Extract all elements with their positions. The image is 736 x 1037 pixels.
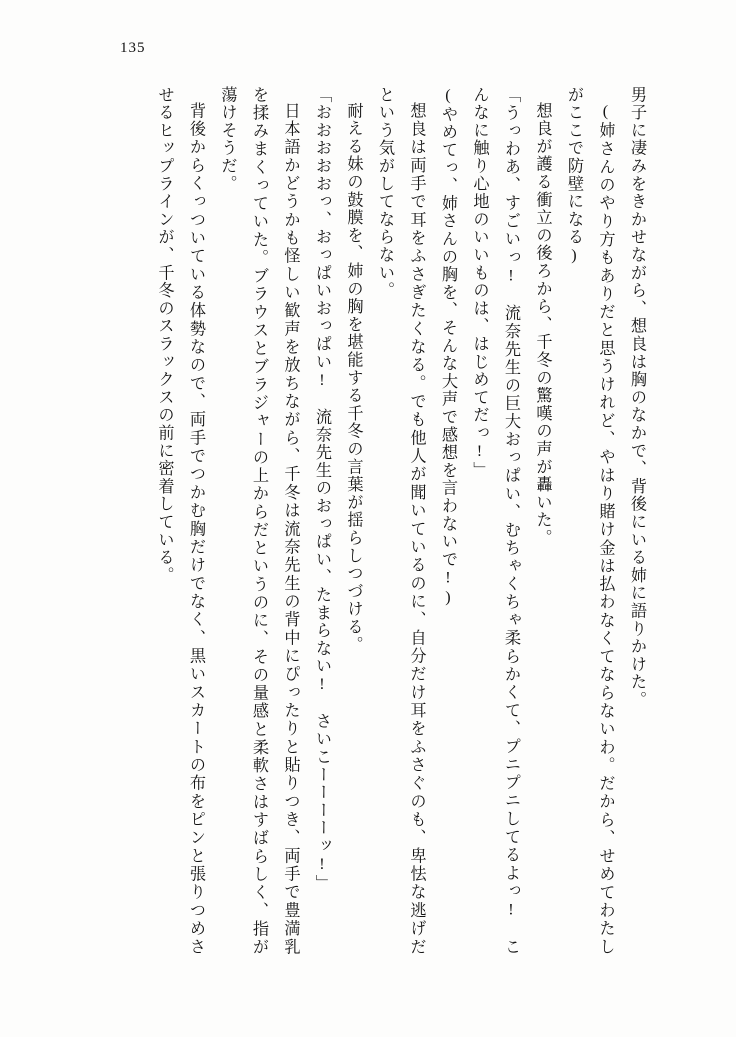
paragraph: 背後からくっついている体勢なので、両手でつかむ胸だけでなく、黒いスカートの布をピンと張りつめさせるヒップラインが、千冬のスラックスの前に密着している。 — [155, 86, 205, 956]
page-number: 135 — [120, 40, 146, 56]
paragraph: 耐える妹の鼓膜を、姉の胸を堪能する千冬の言葉が揺らしつづける。 — [344, 102, 363, 654]
paragraph: 想良は両手で耳をふさぎたくなる。でも他人が聞いているのに、自分だけ耳をふさぐのも、卑怯な逃げだという気がしてならない。 — [376, 86, 426, 956]
paragraph: 想良が護る衝立の後ろから、千冬の驚嘆の声が轟いた。 — [533, 102, 552, 548]
paragraph: 「おおおおおっ、おっぱいおっぱい! 流奈先生のおっぱい、たまらない! さいこーーーーッ!」 — [313, 86, 331, 893]
paragraph: 「うっわあ、すごいっ! 流奈先生の巨大おっぱい、むちゃくちゃ柔らかくて、プニプニしてるよっ! こんなに触り心地のいいものは、はじめてだっ!」 — [470, 86, 520, 956]
page-text-body — [86, 86, 652, 956]
paragraph: 男子に凄みをきかせながら、想良は胸のなかで、背後にいる姉に語りかけた。 — [628, 86, 646, 709]
paragraph: (姉さんのやり方もありだと思うけれど、やはり賭け金は払わなくてならないわ。だから、せめてわたしがここで防壁になる) — [565, 86, 615, 956]
paragraph: 日本語かどうかも怪しい歓声を放ちながら、千冬は流奈先生の背中にぴったりと貼りつき、両手で豊満乳を揉みまくっていた。ブラウスとブラジャーの上からだというのに、その量感と柔軟さはすばらしく、指が蕩けそうだ。 — [218, 86, 300, 956]
paragraph: (やめてっ、姉さんの胸を、そんな大声で感想を言わないで!) — [439, 86, 457, 608]
